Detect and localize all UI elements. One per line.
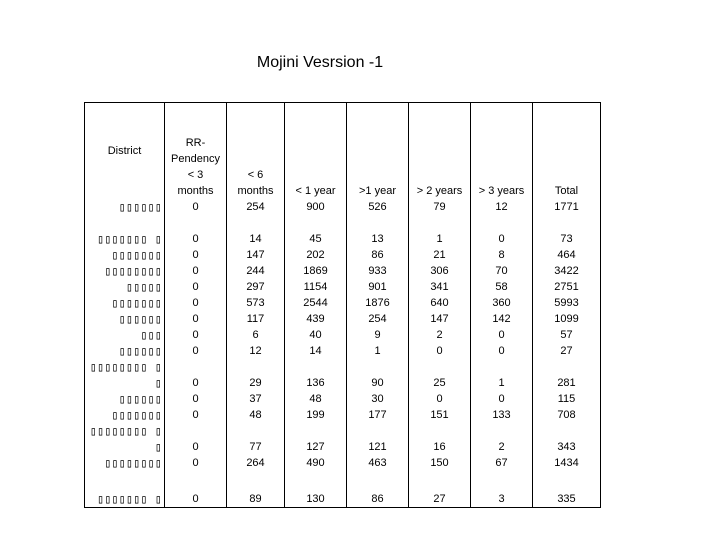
value-cell: 0 — [165, 295, 227, 311]
value-cell: 2544 — [285, 295, 347, 311]
value-cell: 335 — [533, 471, 601, 508]
value-cell: 343 — [533, 423, 601, 455]
value-cell: 900 — [285, 199, 347, 215]
pendency-table — [84, 102, 601, 508]
value-cell: 0 — [471, 327, 533, 343]
table-row — [85, 343, 601, 359]
value-cell: 202 — [285, 247, 347, 263]
value-cell: 48 — [285, 391, 347, 407]
district-cell: ▯▯▯▯▯▯▯ — [85, 295, 165, 311]
value-cell: 0 — [165, 407, 227, 423]
value-cell: 5993 — [533, 295, 601, 311]
value-cell: 133 — [471, 407, 533, 423]
value-cell: 8 — [471, 247, 533, 263]
header-cell: >1 year — [347, 103, 409, 200]
value-cell: 526 — [347, 199, 409, 215]
table-row — [85, 423, 601, 455]
value-cell: 1876 — [347, 295, 409, 311]
table-row — [85, 215, 601, 247]
value-cell: 0 — [165, 199, 227, 215]
value-cell: 29 — [227, 359, 285, 391]
value-cell: 1099 — [533, 311, 601, 327]
value-cell: 0 — [165, 455, 227, 471]
district-cell: ▯▯▯▯▯▯▯▯ ▯▯ — [85, 359, 165, 391]
district-cell: ▯▯▯▯▯▯▯▯ ▯▯ — [85, 423, 165, 455]
table-row — [85, 295, 601, 311]
value-cell: 151 — [409, 407, 471, 423]
district-cell: ▯▯▯▯▯▯ — [85, 311, 165, 327]
value-cell: 464 — [533, 247, 601, 263]
value-cell: 0 — [165, 359, 227, 391]
value-cell: 45 — [285, 215, 347, 247]
value-cell: 1 — [347, 343, 409, 359]
value-cell: 0 — [165, 423, 227, 455]
value-cell: 708 — [533, 407, 601, 423]
value-cell: 254 — [227, 199, 285, 215]
value-cell: 89 — [227, 471, 285, 508]
header-cell: < 6 months — [227, 103, 285, 200]
value-cell: 0 — [165, 279, 227, 295]
value-cell: 30 — [347, 391, 409, 407]
value-cell: 0 — [165, 263, 227, 279]
value-cell: 6 — [227, 327, 285, 343]
district-cell: ▯▯▯▯▯▯ — [85, 343, 165, 359]
value-cell: 0 — [165, 327, 227, 343]
header-cell: > 2 years — [409, 103, 471, 200]
value-cell: 0 — [471, 215, 533, 247]
value-cell: 306 — [409, 263, 471, 279]
district-cell: ▯▯▯▯▯▯ — [85, 199, 165, 215]
district-cell: ▯▯▯▯▯▯ — [85, 391, 165, 407]
value-cell: 573 — [227, 295, 285, 311]
value-cell: 58 — [471, 279, 533, 295]
value-cell: 27 — [533, 343, 601, 359]
header-cell: Total — [533, 103, 601, 200]
value-cell: 147 — [227, 247, 285, 263]
value-cell: 264 — [227, 455, 285, 471]
value-cell: 3422 — [533, 263, 601, 279]
district-cell: ▯▯▯▯▯▯▯▯ — [85, 263, 165, 279]
value-cell: 901 — [347, 279, 409, 295]
value-cell: 57 — [533, 327, 601, 343]
table-row — [85, 359, 601, 391]
district-cell: ▯▯▯▯▯▯▯ — [85, 247, 165, 263]
value-cell: 0 — [165, 471, 227, 508]
table-row — [85, 247, 601, 263]
value-cell: 136 — [285, 359, 347, 391]
header-cell: < 1 year — [285, 103, 347, 200]
value-cell: 25 — [409, 359, 471, 391]
value-cell: 79 — [409, 199, 471, 215]
value-cell: 130 — [285, 471, 347, 508]
value-cell: 21 — [409, 247, 471, 263]
value-cell: 0 — [165, 215, 227, 247]
value-cell: 0 — [409, 343, 471, 359]
value-cell: 0 — [471, 391, 533, 407]
value-cell: 27 — [409, 471, 471, 508]
table-row — [85, 455, 601, 471]
district-cell: ▯▯▯▯▯▯▯ ▯ — [85, 215, 165, 247]
value-cell: 1434 — [533, 455, 601, 471]
value-cell: 640 — [409, 295, 471, 311]
value-cell: 254 — [347, 311, 409, 327]
header-cell: RR- Pendency < 3 months — [165, 103, 227, 200]
value-cell: 0 — [165, 391, 227, 407]
table-row — [85, 327, 601, 343]
value-cell: 341 — [409, 279, 471, 295]
value-cell: 70 — [471, 263, 533, 279]
value-cell: 281 — [533, 359, 601, 391]
value-cell: 67 — [471, 455, 533, 471]
value-cell: 199 — [285, 407, 347, 423]
value-cell: 0 — [165, 343, 227, 359]
value-cell: 150 — [409, 455, 471, 471]
value-cell: 2751 — [533, 279, 601, 295]
table-row — [85, 199, 601, 215]
value-cell: 16 — [409, 423, 471, 455]
value-cell: 2 — [471, 423, 533, 455]
value-cell: 115 — [533, 391, 601, 407]
district-cell: ▯▯▯▯▯▯▯ — [85, 407, 165, 423]
value-cell: 77 — [227, 423, 285, 455]
value-cell: 1869 — [285, 263, 347, 279]
value-cell: 147 — [409, 311, 471, 327]
district-cell: ▯▯▯▯▯▯▯ ▯ — [85, 471, 165, 508]
value-cell: 244 — [227, 263, 285, 279]
page-title: Mojini Vesrsion -1 — [256, 54, 384, 71]
value-cell: 297 — [227, 279, 285, 295]
value-cell: 439 — [285, 311, 347, 327]
value-cell: 1 — [409, 215, 471, 247]
value-cell: 0 — [165, 311, 227, 327]
value-cell: 86 — [347, 247, 409, 263]
table-row — [85, 391, 601, 407]
value-cell: 117 — [227, 311, 285, 327]
header-cell: > 3 years — [471, 103, 533, 200]
value-cell: 1154 — [285, 279, 347, 295]
value-cell: 14 — [285, 343, 347, 359]
value-cell: 0 — [471, 343, 533, 359]
value-cell: 142 — [471, 311, 533, 327]
district-cell: ▯▯▯▯▯▯▯▯ — [85, 455, 165, 471]
header-row — [85, 103, 601, 200]
value-cell: 1771 — [533, 199, 601, 215]
value-cell: 40 — [285, 327, 347, 343]
value-cell: 463 — [347, 455, 409, 471]
value-cell: 90 — [347, 359, 409, 391]
value-cell: 12 — [227, 343, 285, 359]
header-cell: District — [85, 103, 165, 200]
value-cell: 1 — [471, 359, 533, 391]
value-cell: 12 — [471, 199, 533, 215]
value-cell: 9 — [347, 327, 409, 343]
value-cell: 37 — [227, 391, 285, 407]
value-cell: 13 — [347, 215, 409, 247]
value-cell: 0 — [409, 391, 471, 407]
table-row — [85, 263, 601, 279]
value-cell: 121 — [347, 423, 409, 455]
district-cell: ▯▯▯ — [85, 327, 165, 343]
value-cell: 48 — [227, 407, 285, 423]
table-row — [85, 311, 601, 327]
value-cell: 3 — [471, 471, 533, 508]
value-cell: 177 — [347, 407, 409, 423]
district-cell: ▯▯▯▯▯ — [85, 279, 165, 295]
table-row — [85, 471, 601, 508]
value-cell: 73 — [533, 215, 601, 247]
value-cell: 360 — [471, 295, 533, 311]
value-cell: 86 — [347, 471, 409, 508]
value-cell: 933 — [347, 263, 409, 279]
value-cell: 490 — [285, 455, 347, 471]
value-cell: 0 — [165, 247, 227, 263]
value-cell: 14 — [227, 215, 285, 247]
table-row — [85, 407, 601, 423]
table-row — [85, 279, 601, 295]
value-cell: 127 — [285, 423, 347, 455]
value-cell: 2 — [409, 327, 471, 343]
